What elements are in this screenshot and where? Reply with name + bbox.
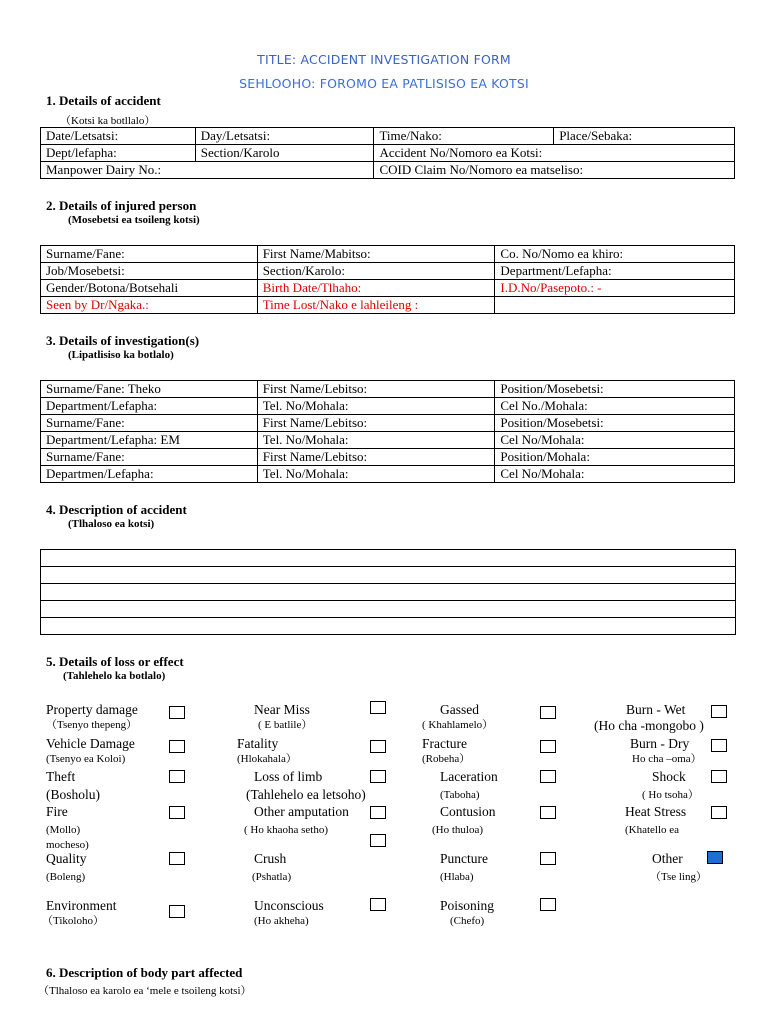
loss-item-unconscious: Unconscious (Ho akheha): [254, 898, 324, 927]
property-damage-checkbox[interactable]: [169, 706, 185, 719]
cell[interactable]: Section/Karolo:: [257, 263, 495, 280]
loss-of-limb-checkbox[interactable]: [370, 770, 386, 783]
cell[interactable]: Departmen/Lefapha:: [41, 466, 258, 483]
loss-item-heat-stress: Heat Stress (Khatello ea: [625, 804, 687, 836]
table-row: [41, 263, 735, 280]
loss-item-near-miss: Near Miss ( E batlile）: [254, 702, 313, 731]
other-amputation-checkbox[interactable]: [370, 806, 386, 819]
cell[interactable]: Surname/Fane:: [41, 246, 258, 263]
section-6-subheading: （Tlhaloso ea karolo ea ‘mele e tsoileng kotsi）: [38, 985, 252, 997]
manpower-dairy-cell[interactable]: Manpower Dairy No.:: [41, 162, 374, 179]
cell[interactable]: Cel No./Mohala:: [495, 398, 735, 415]
table-row: [41, 297, 735, 314]
form-title: TITLE: ACCIDENT INVESTIGATION FORM: [257, 52, 511, 67]
accident-no-cell[interactable]: Accident No/Nomoro ea Kotsi:: [374, 145, 735, 162]
form-subtitle: SEHLOOHO: FOROMO EA PATLISISO EA KOTSI: [239, 76, 529, 91]
section-1-heading: 1. Details of accident: [46, 93, 161, 108]
table-row: [41, 246, 735, 263]
cell[interactable]: Department/Lefapha: EM: [41, 432, 258, 449]
section-4-subheading: (Tlhaloso ea kotsi): [68, 518, 155, 530]
loss-item-poisoning: Poisoning (Chefo): [440, 898, 495, 927]
section-4-heading: 4. Description of accident: [46, 502, 187, 517]
table-row: [41, 449, 735, 466]
other-checkbox-checked[interactable]: [707, 851, 723, 864]
cell[interactable]: First Name/Lebitso:: [257, 415, 495, 432]
section-3-heading: 3. Details of investigation(s): [46, 333, 200, 348]
cell[interactable]: Tel. No/Mohala:: [257, 398, 495, 415]
section-5-heading: 5. Details of loss or effect: [46, 654, 184, 669]
cell[interactable]: First Name/Lebitso:: [257, 381, 495, 398]
table-row: [41, 415, 735, 432]
cell[interactable]: Cel No/Mohala:: [495, 466, 735, 483]
cell[interactable]: Surname/Fane: Theko: [41, 381, 258, 398]
id-no-cell[interactable]: I.D.No/Pasepoto.: -: [495, 280, 735, 297]
loss-item-burn-wet: Burn - Wet (Ho cha -mongobo ): [594, 702, 704, 733]
loss-item-shock: Shock ( Ho tsoha）: [642, 769, 699, 801]
cell[interactable]: Surname/Fane:: [41, 415, 258, 432]
unconscious-checkbox[interactable]: [370, 898, 386, 911]
fatality-checkbox[interactable]: [370, 740, 386, 753]
section-6-heading: 6. Description of body part affected: [46, 965, 243, 980]
fracture-checkbox[interactable]: [540, 740, 556, 753]
near-miss-checkbox[interactable]: [370, 701, 386, 714]
cell[interactable]: Cel No/Mohala:: [495, 432, 735, 449]
cell[interactable]: Position/Mosebetsi:: [495, 415, 735, 432]
loss-item-crush: Crush (Pshatla): [252, 851, 292, 883]
contusion-checkbox[interactable]: [540, 806, 556, 819]
table-row: [41, 145, 735, 162]
environment-checkbox[interactable]: [169, 905, 185, 918]
loss-item-loss-of-limb: Loss of limb (Tahlehelo ea letsoho): [246, 769, 366, 802]
loss-item-other-amputation: Other amputation ( Ho khaoha setho): [244, 804, 349, 836]
theft-checkbox[interactable]: [169, 770, 185, 783]
table-row: [41, 398, 735, 415]
injured-person-table: [40, 245, 735, 314]
day-cell[interactable]: Day/Letsatsi:: [195, 128, 374, 145]
shock-checkbox[interactable]: [711, 770, 727, 783]
vehicle-damage-checkbox[interactable]: [169, 740, 185, 753]
description-line[interactable]: [41, 601, 735, 618]
table-row: [41, 466, 735, 483]
section-2-subheading: (Mosebetsi ea tsoileng kotsi): [68, 214, 200, 226]
birth-date-cell[interactable]: Birth Date/Tlhaho:: [257, 280, 495, 297]
loss-item-gassed: Gassed ( Khahlamelo）: [422, 702, 494, 731]
section-3-subheading: (Lipatlisiso ka botlalo): [68, 349, 174, 361]
loss-item-fire: Fire (Mollo) mocheso): [46, 804, 89, 851]
cell[interactable]: First Name/Lebitso:: [257, 449, 495, 466]
loss-item-fracture: Fracture (Robeha）: [422, 736, 471, 765]
table-row: [41, 381, 735, 398]
table-row: [41, 280, 735, 297]
burn-wet-checkbox[interactable]: [711, 705, 727, 718]
section-cell[interactable]: Section/Karolo: [195, 145, 374, 162]
cell[interactable]: First Name/Mabitso:: [257, 246, 495, 263]
section-1-subheading: （Kotsi ka botllalo）: [60, 115, 156, 127]
table-row: [41, 128, 735, 145]
table-row: [41, 162, 735, 179]
loss-item-vehicle-damage: Vehicle Damage (Tsenyo ea Koloi): [46, 736, 135, 765]
description-line[interactable]: [41, 567, 735, 584]
date-cell[interactable]: Date/Letsatsi:: [41, 128, 196, 145]
section-2-heading: 2. Details of injured person: [46, 198, 197, 213]
puncture-checkbox[interactable]: [540, 852, 556, 865]
heat-stress-checkbox[interactable]: [711, 806, 727, 819]
other-amputation-checkbox-2[interactable]: [370, 834, 386, 847]
section-5-subheading: (Tahlehelo ka botlalo): [63, 670, 166, 682]
cell[interactable]: Gender/Botona/Botsehali: [41, 280, 258, 297]
investigators-table: [40, 380, 735, 483]
loss-item-puncture: Puncture (Hlaba): [440, 851, 488, 883]
time-cell[interactable]: Time/Nako:: [374, 128, 554, 145]
table-row: [41, 432, 735, 449]
loss-item-quality: Quality (Boleng): [46, 851, 87, 883]
place-cell[interactable]: Place/Sebaka:: [554, 128, 735, 145]
cell[interactable]: Co. No/Nomo ea khiro:: [495, 246, 735, 263]
loss-item-environment: Environment （Tikoloho）: [42, 898, 117, 927]
loss-item-property-damage: Property damage （Tsenyo thepeng）: [46, 702, 138, 731]
cell[interactable]: [495, 297, 735, 314]
loss-item-laceration: Laceration (Taboha): [440, 769, 498, 801]
dept-cell[interactable]: Dept/lefapha:: [41, 145, 196, 162]
time-lost-cell[interactable]: Time Lost/Nako e lahleileng :: [257, 297, 495, 314]
cell[interactable]: Position/Mohala:: [495, 449, 735, 466]
accident-description-lines: [40, 549, 736, 635]
cell[interactable]: Tel. No/Mohala:: [257, 432, 495, 449]
cell[interactable]: Tel. No/Mohala:: [257, 466, 495, 483]
cell[interactable]: Job/Mosebetsi:: [41, 263, 258, 280]
cell[interactable]: Department/Lefapha:: [495, 263, 735, 280]
description-line[interactable]: [41, 618, 735, 634]
quality-checkbox[interactable]: [169, 852, 185, 865]
description-line[interactable]: [41, 584, 735, 601]
description-line[interactable]: [41, 550, 735, 567]
loss-item-burn-dry: Burn - Dry Ho cha –oma）: [630, 736, 702, 765]
coid-claim-cell[interactable]: COID Claim No/Nomoro ea matseliso:: [374, 162, 735, 179]
cell[interactable]: Surname/Fane:: [41, 449, 258, 466]
poisoning-checkbox[interactable]: [540, 898, 556, 911]
cell[interactable]: Department/Lefapha:: [41, 398, 258, 415]
loss-item-other: Other （Tse ling）: [650, 851, 707, 883]
accident-details-table: [40, 127, 735, 179]
laceration-checkbox[interactable]: [540, 770, 556, 783]
loss-item-theft: Theft (Bosholu): [46, 769, 100, 802]
cell[interactable]: Position/Mosebetsi:: [495, 381, 735, 398]
gassed-checkbox[interactable]: [540, 706, 556, 719]
loss-item-contusion: Contusion (Ho thuloa): [432, 804, 496, 836]
burn-dry-checkbox[interactable]: [711, 739, 727, 752]
loss-item-fatality: Fatality (Hlokahala）: [237, 736, 297, 765]
fire-checkbox[interactable]: [169, 806, 185, 819]
seen-by-dr-cell[interactable]: Seen by Dr/Ngaka.:: [41, 297, 258, 314]
